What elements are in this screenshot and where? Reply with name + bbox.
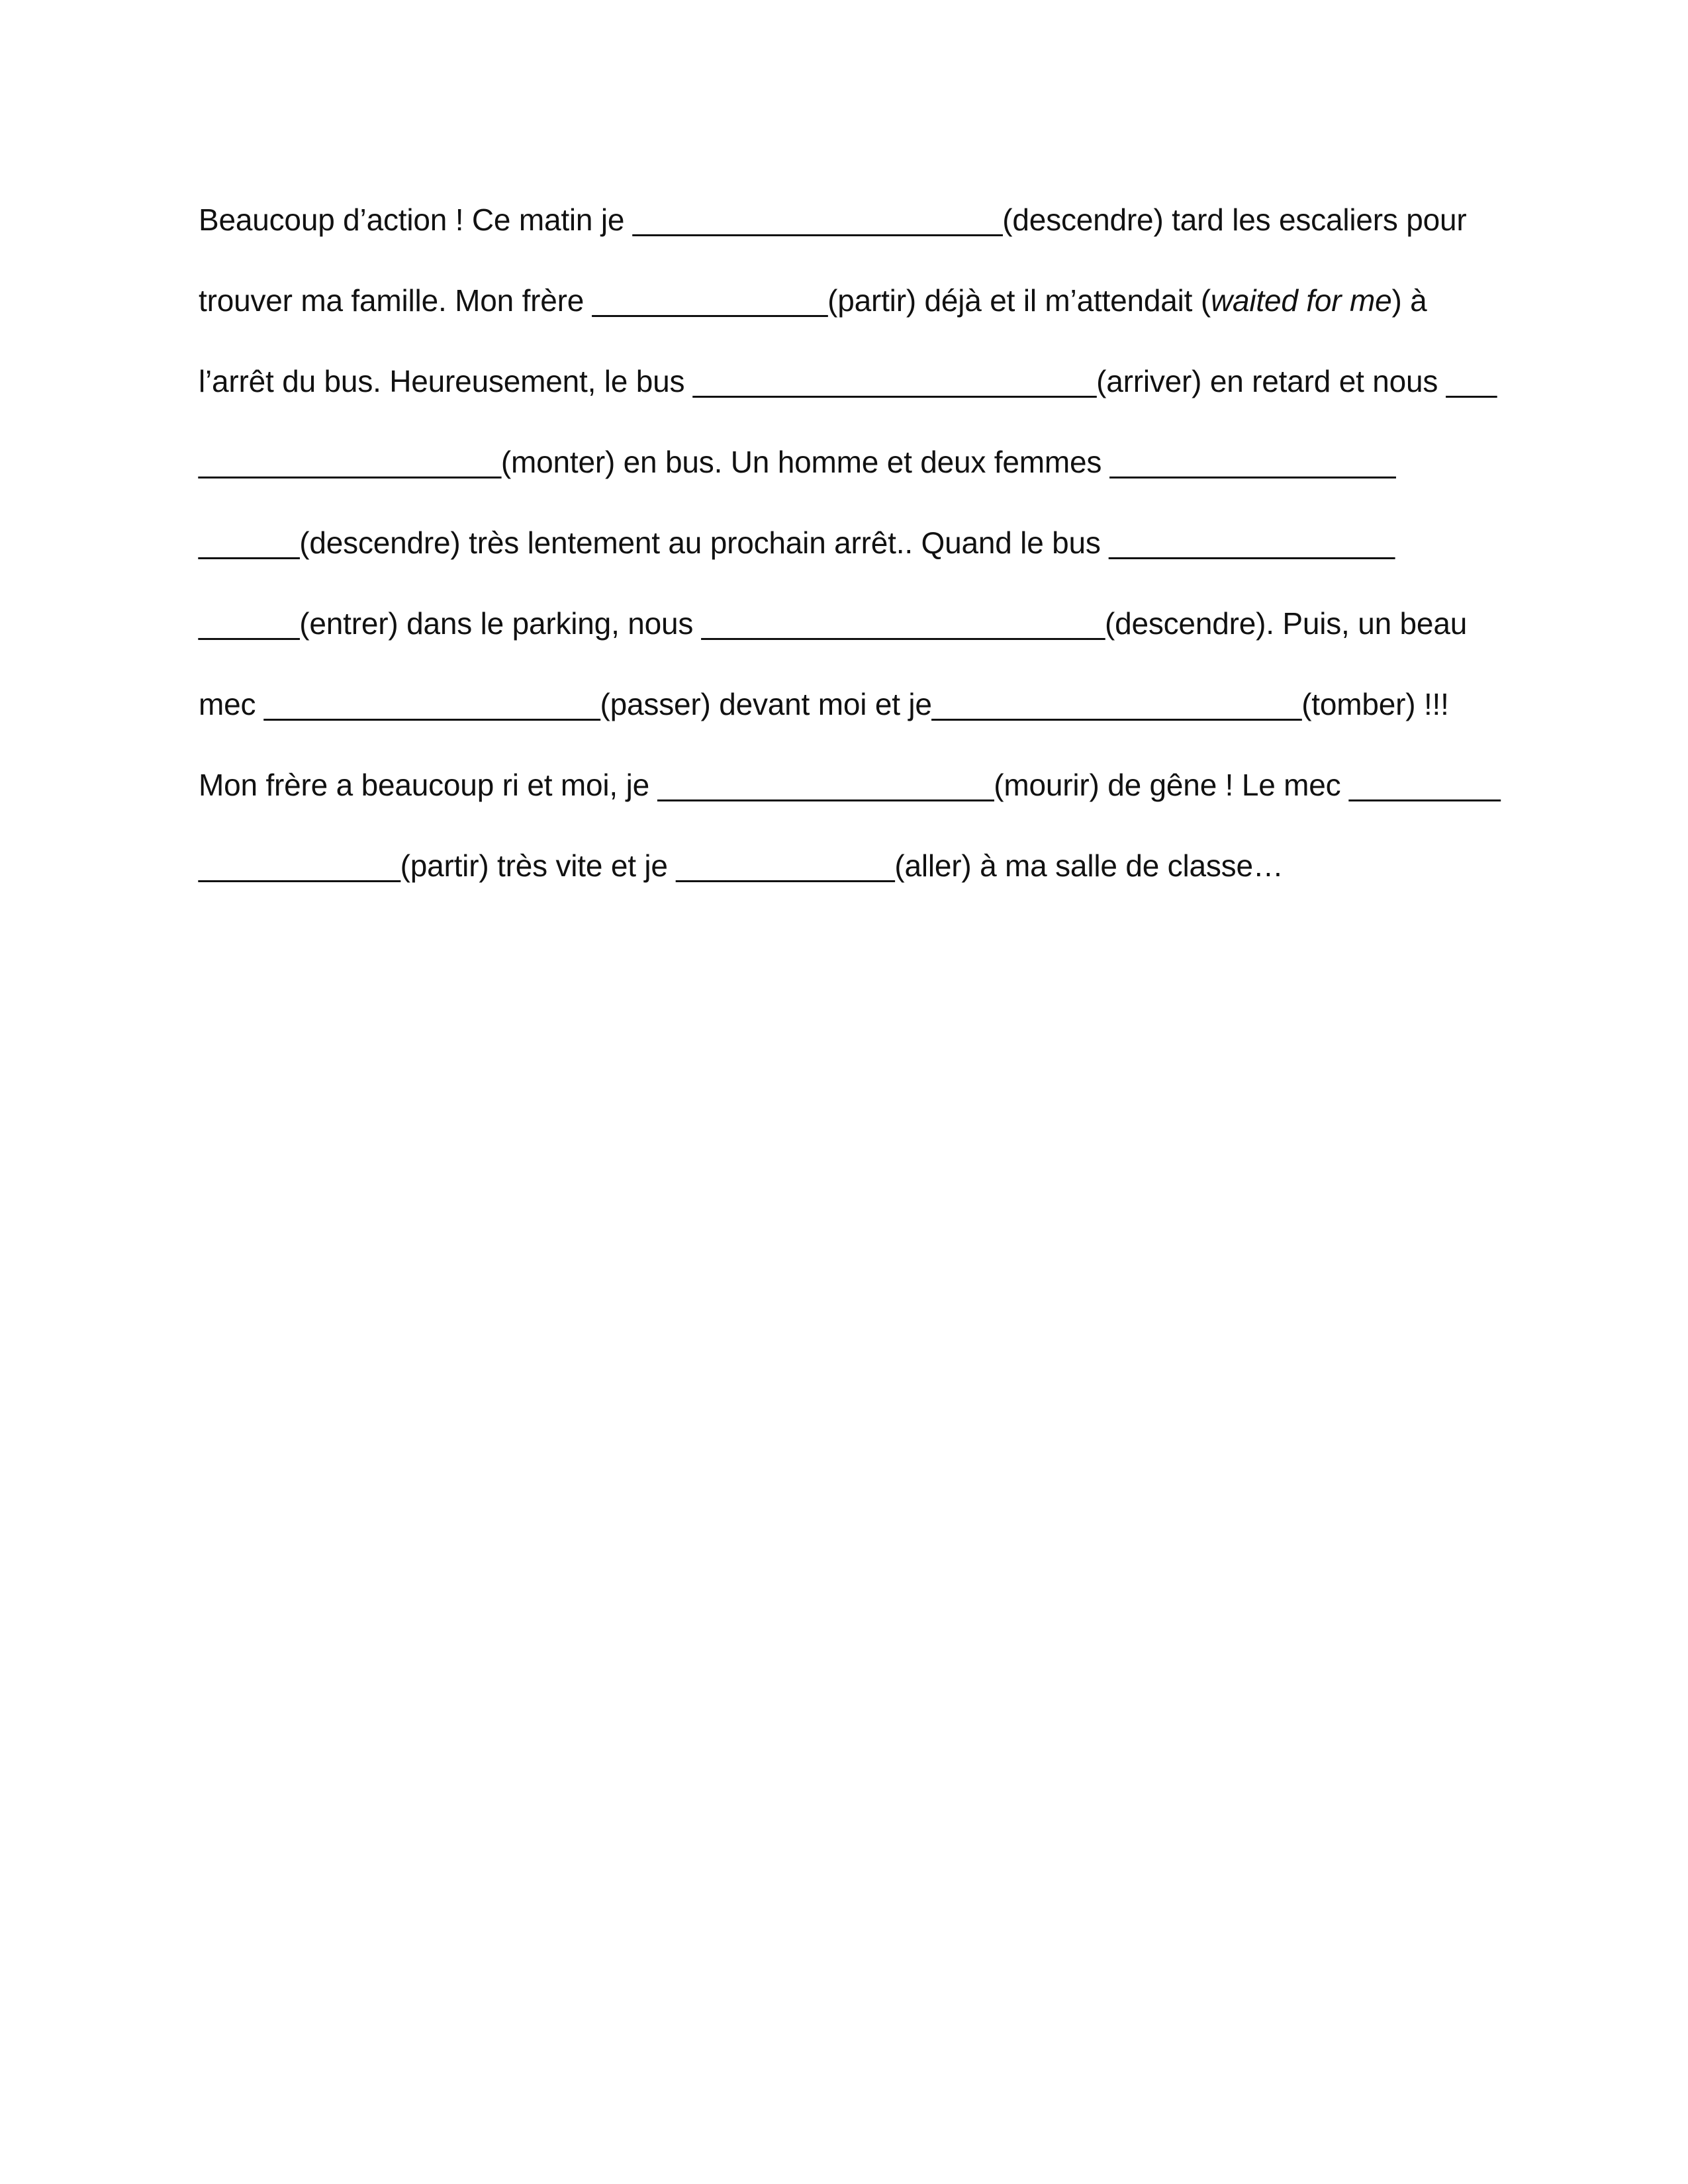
text-line-1: Beaucoup d’action ! Ce matin je ______________________(descendre) tard les escaliers pour bbox=[199, 203, 1467, 237]
text-line-7: mec ____________________(passer) devant moi et je______________________(tomber) !!! bbox=[199, 687, 1449, 721]
text-line-2-start: trouver ma famille. Mon frère ______________(partir) déjà et il m’attendait ( bbox=[199, 283, 1211, 318]
text-line-3: l’arrêt du bus. Heureusement, le bus ________________________(arriver) en retard et nous ___ bbox=[199, 364, 1497, 398]
text-line-5: ______(descendre) très lentement au prochain arrêt.. Quand le bus _________________ bbox=[199, 525, 1395, 560]
text-line-2 bbox=[199, 281, 1427, 320]
english-gloss: waited for me bbox=[1210, 283, 1392, 318]
text-line-9: ____________(partir) très vite et je _____________(aller) à ma salle de classe… bbox=[199, 848, 1284, 883]
text-line-2-end: ) à bbox=[1391, 283, 1427, 318]
text-line-4: __________________(monter) en bus. Un homme et deux femmes _________________ bbox=[199, 445, 1396, 479]
text-line-8: Mon frère a beaucoup ri et moi, je ____________________(mourir) de gêne ! Le mec _________ bbox=[199, 768, 1501, 802]
text-line-6: ______(entrer) dans le parking, nous ________________________(descendre). Puis, un beau bbox=[199, 606, 1468, 641]
